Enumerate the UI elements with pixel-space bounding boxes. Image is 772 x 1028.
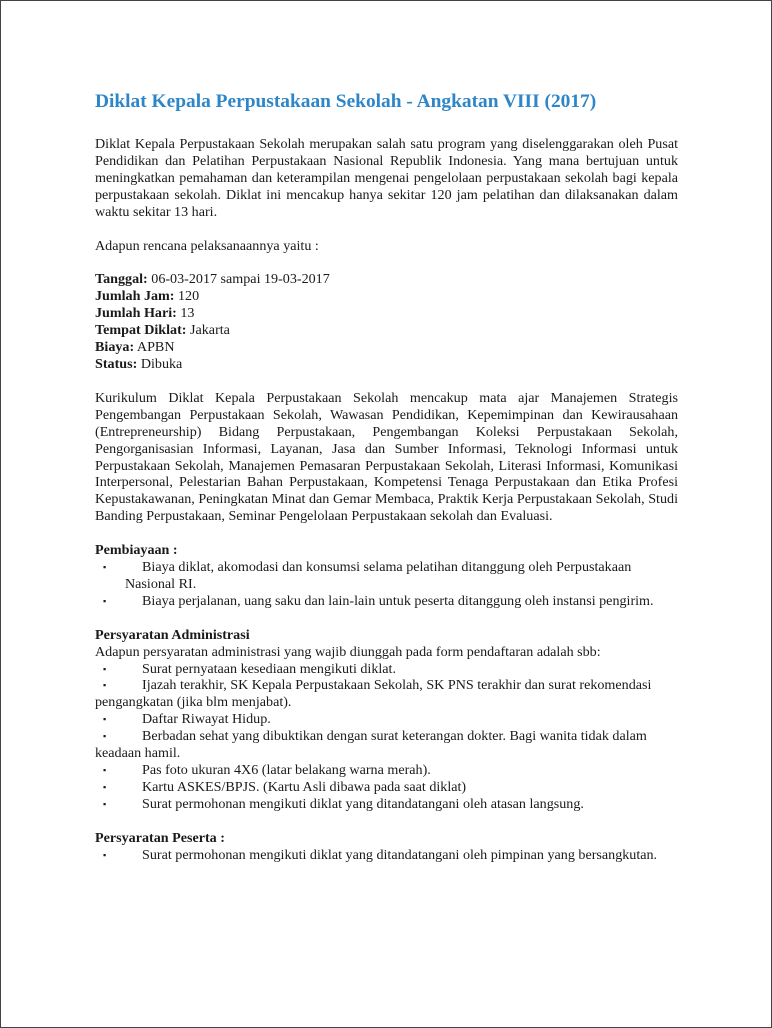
- square-bullet-icon: ▪: [103, 781, 107, 792]
- admin-requirements-title: Persyaratan Administrasi: [95, 626, 250, 643]
- curriculum-paragraph: Kurikulum Diklat Kepala Perpustakaan Sekolah mencakup mata ajar Manajemen Strategis Pengembangan Perpustakaan Sekolah, Wawasan Pendidikan, Kepemimpinan dan Kewirausahaan (Entrepreneurship) Bidang Perpustakaan, Pengembangan Koleksi Perpustakaan Sekolah, Pengorganisasian Informasi, Layanan, Jasa dan Sumber Informasi, Teknologi Informasi untuk Perpustakaan Sekolah, Manajemen Pemasaran Perpustakaan Sekolah, Literasi Informasi, Komunikasi Interpersonal, Pelestarian Bahan Perpustakaan, Kompetensi Tenaga Perpustakaan dan Etika Profesi Kepustakawanan, Peningkatan Minat dan Gemar Membaca, Praktik Kerja Perpustakaan Sekolah, Studi Banding Perpustakaan, Seminar Pengelolaan Perpustakaan sekolah dan Evaluasi.: [95, 389, 678, 525]
- square-bullet-icon: ▪: [103, 680, 107, 691]
- list-item: [95, 728, 678, 762]
- participant-requirements-list: [95, 847, 678, 864]
- list-item: [95, 847, 678, 864]
- detail-label: Jumlah Jam:: [95, 288, 175, 305]
- details-list: [95, 271, 678, 372]
- square-bullet-icon: ▪: [103, 849, 107, 860]
- detail-label: Biaya:: [95, 339, 135, 356]
- list-item: [95, 661, 678, 678]
- detail-row-date: [95, 271, 678, 288]
- list-item: [95, 559, 678, 593]
- list-item: [95, 677, 678, 711]
- square-bullet-icon: ▪: [103, 714, 107, 725]
- detail-value: Jakarta: [186, 322, 230, 339]
- document-title: Diklat Kepala Perpustakaan Sekolah - Angkatan VIII (2017): [95, 91, 597, 112]
- list-item-text: Pas foto ukuran 4X6 (latar belakang warna merah).: [142, 762, 431, 778]
- list-item: [95, 779, 678, 796]
- list-item: [95, 711, 678, 728]
- detail-label: Tempat Diklat:: [95, 322, 187, 339]
- detail-row-hours: [95, 288, 678, 305]
- funding-title: Pembiayaan :: [95, 542, 178, 559]
- list-item: [95, 796, 678, 813]
- list-item: [95, 762, 678, 779]
- square-bullet-icon: ▪: [103, 765, 107, 775]
- detail-value: APBN: [134, 339, 175, 356]
- funding-list: [95, 559, 678, 610]
- list-item-text: Biaya perjalanan, uang saku dan lain-lain untuk peserta ditanggung oleh instansi pengirim.: [142, 592, 654, 609]
- list-item: [95, 593, 678, 610]
- list-item-text: Biaya diklat, akomodasi dan konsumsi selama pelatihan ditanggung oleh Perpustakaan Nasional RI.: [125, 559, 632, 592]
- square-bullet-icon: ▪: [103, 595, 107, 606]
- square-bullet-icon: ▪: [103, 798, 107, 809]
- document-body: [95, 90, 678, 864]
- admin-requirements-list: [95, 661, 678, 813]
- detail-value: 120: [174, 288, 200, 305]
- list-item-text: Daftar Riwayat Hidup.: [142, 711, 271, 728]
- detail-row-days: [95, 305, 678, 322]
- detail-row-status: [95, 356, 678, 373]
- list-item-text: Surat permohonan mengikuti diklat yang ditandatangani oleh atasan langsung.: [142, 795, 584, 812]
- list-item-text: Surat permohonan mengikuti diklat yang ditandatangani oleh pimpinan yang bersangkutan.: [142, 846, 658, 863]
- square-bullet-icon: ▪: [103, 562, 107, 573]
- list-item-text: Kartu ASKES/BPJS. (Kartu Asli dibawa pada saat diklat): [142, 778, 467, 795]
- square-bullet-icon: ▪: [103, 663, 107, 674]
- list-item-text: Ijazah terakhir, SK Kepala Perpustakaan Sekolah, SK PNS terakhir dan surat rekomendasi pengangkatan (jika blm menjabat).: [95, 677, 652, 711]
- detail-row-location: [95, 322, 678, 339]
- participant-requirements-title: Persyaratan Peserta :: [95, 829, 225, 846]
- admin-requirements-intro: Adapun persyaratan administrasi yang wajib diunggah pada form pendaftaran adalah sbb:: [95, 643, 601, 660]
- list-item-text: Surat pernyataan kesediaan mengikuti diklat.: [142, 660, 396, 677]
- detail-label: Jumlah Hari:: [95, 305, 177, 322]
- detail-value: Dibuka: [137, 355, 183, 372]
- intro-paragraph: Diklat Kepala Perpustakaan Sekolah merupakan salah satu program yang diselenggarakan oleh Pusat Pendidikan dan Pelatihan Perpustakaan Nasional Republik Indonesia. Yang mana bertujuan untuk meningkatkan pemahaman dan keterampilan mengenai pengelolaan perpustakaan sekolah bagi kepala perpustakaan sekolah. Diklat ini mencakup hanya sekitar 120 jam pelatihan dan dilaksanakan dalam waktu sekitar 13 hari.: [95, 136, 678, 220]
- schedule-intro: Adapun rencana pelaksanaannya yaitu :: [95, 237, 319, 254]
- square-bullet-icon: ▪: [103, 731, 107, 742]
- list-item-text: Berbadan sehat yang dibuktikan dengan surat keterangan dokter. Bagi wanita tidak dalam keadaan hamil.: [95, 728, 647, 762]
- detail-value: 06-03-2017 sampai 19-03-2017: [147, 271, 330, 288]
- detail-label: Tanggal:: [95, 271, 148, 288]
- detail-label: Status:: [95, 355, 138, 372]
- detail-value: 13: [176, 305, 195, 322]
- detail-row-cost: [95, 339, 678, 356]
